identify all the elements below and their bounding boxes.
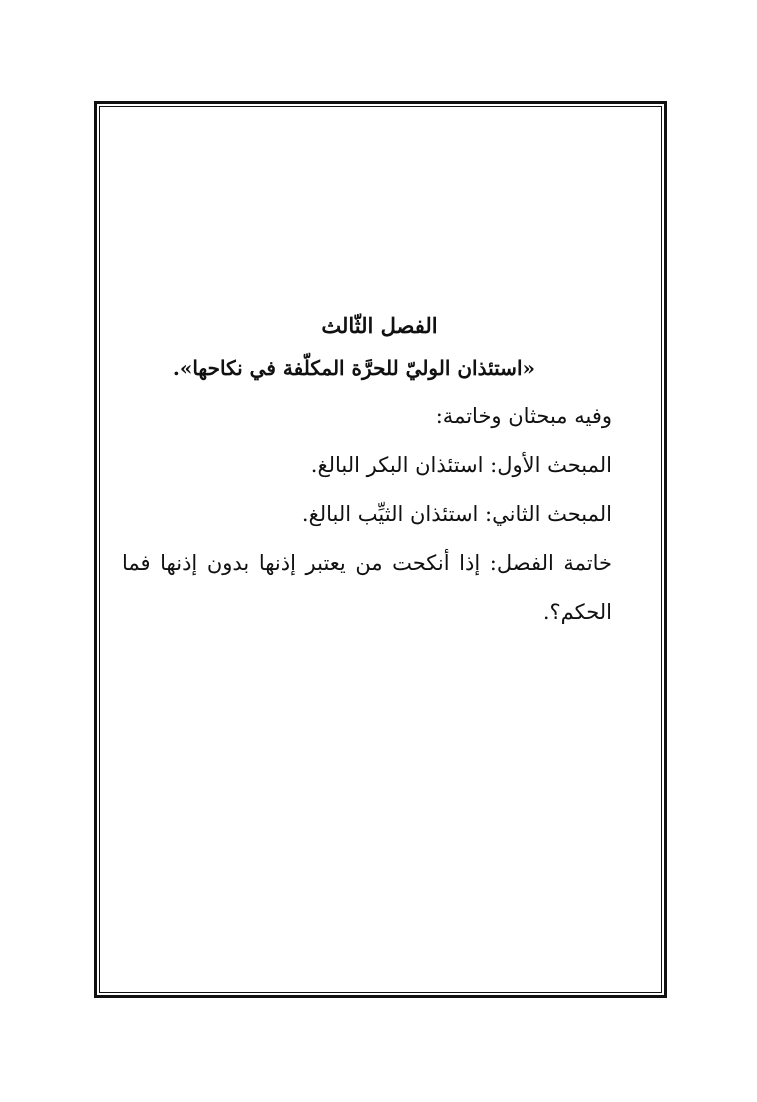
conclusion-line-continued: الحكم؟. bbox=[542, 600, 612, 624]
intro-line: وفيه مبحثان وخاتمة: bbox=[435, 404, 612, 428]
section-two-line: المبحث الثاني: استئذان الثيِّب البالغ. bbox=[301, 502, 612, 526]
conclusion-line: خاتمة الفصل: إذا أنكحت من يعتبر إذنها بدون إذنها فما bbox=[122, 551, 612, 575]
chapter-title: الفصل الثّالث bbox=[321, 313, 438, 338]
chapter-content bbox=[122, 306, 612, 637]
section-one-line: المبحث الأول: استئذان البكر البالغ. bbox=[310, 453, 612, 477]
chapter-subtitle: «استئذان الوليّ للحرَّة المكلّفة في نكاحها». bbox=[172, 356, 535, 380]
